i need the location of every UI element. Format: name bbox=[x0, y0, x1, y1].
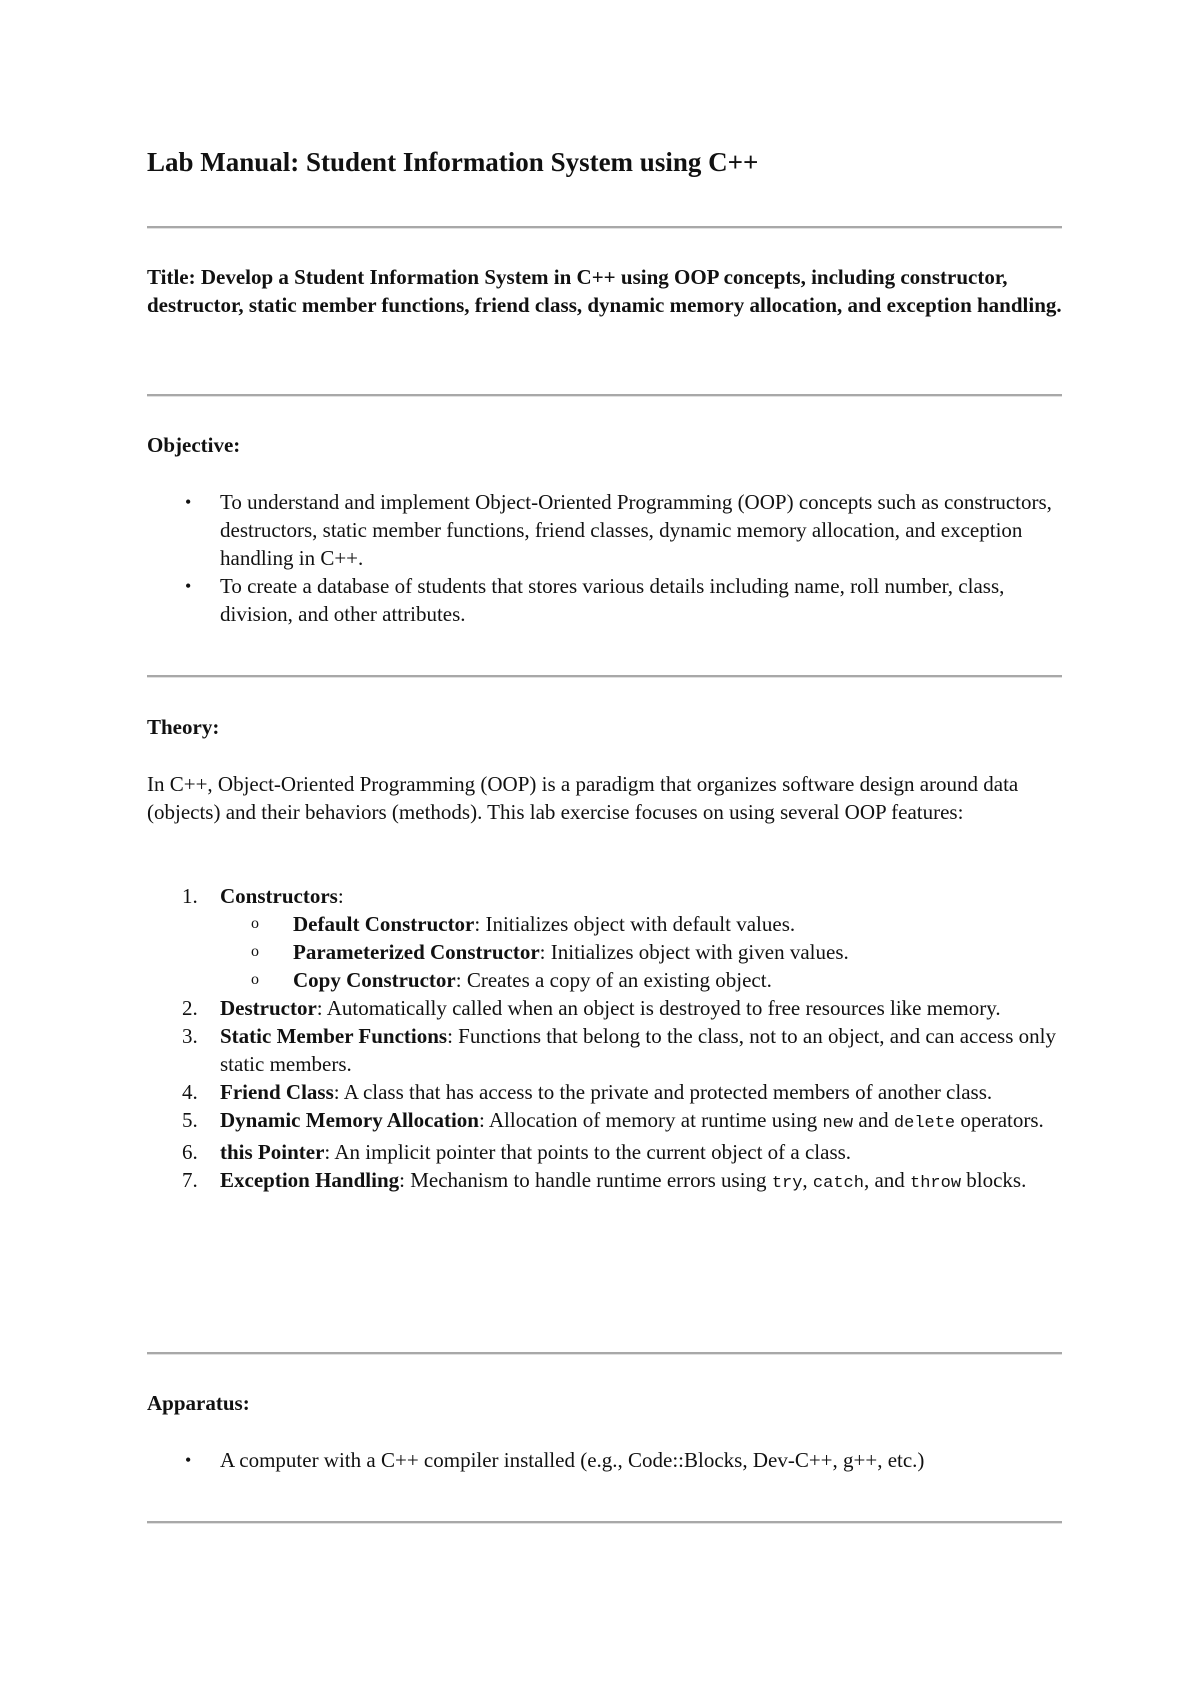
code-keyword: new bbox=[822, 1114, 854, 1133]
horizontal-rule bbox=[147, 1521, 1062, 1524]
item-desc: and bbox=[853, 1108, 894, 1132]
objective-text: To create a database of students that stores various details including name, roll number, class, division, and other attributes. bbox=[220, 574, 1005, 626]
sub-list bbox=[220, 910, 1062, 994]
item-term: Default Constructor bbox=[293, 912, 475, 936]
item-number: 7. bbox=[182, 1168, 198, 1192]
sub-list-item bbox=[220, 938, 1062, 966]
item-desc: , and bbox=[863, 1168, 911, 1192]
item-desc: operators. bbox=[955, 1108, 1044, 1132]
objective-text: To understand and implement Object-Oriented Programming (OOP) concepts such as constructors, destructors, static member functions, friend classes, dynamic memory allocation, and exception handling in C++. bbox=[220, 490, 1052, 570]
item-term: Destructor bbox=[220, 996, 317, 1020]
objective-list bbox=[147, 488, 1062, 628]
item-term: Parameterized Constructor bbox=[293, 940, 540, 964]
code-keyword: throw bbox=[910, 1174, 962, 1193]
item-term: Dynamic Memory Allocation bbox=[220, 1108, 479, 1132]
code-keyword: delete bbox=[893, 1114, 956, 1133]
horizontal-rule bbox=[147, 1352, 1062, 1355]
bullet-icon: • bbox=[185, 576, 192, 596]
item-desc: : Mechanism to handle runtime errors using bbox=[399, 1168, 772, 1192]
item-desc: : Functions that belong to the class, not to an object, and can access only static members. bbox=[220, 1024, 1056, 1076]
item-term: Constructors bbox=[220, 884, 338, 908]
theory-heading: Theory: bbox=[147, 715, 220, 739]
item-desc: blocks. bbox=[961, 1168, 1027, 1192]
list-item bbox=[147, 1022, 1062, 1078]
list-item bbox=[147, 488, 1062, 572]
list-item bbox=[147, 1106, 1062, 1138]
item-desc: , bbox=[802, 1168, 813, 1192]
item-number: 2. bbox=[182, 996, 198, 1020]
code-keyword: catch bbox=[812, 1174, 864, 1193]
item-number: 6. bbox=[182, 1140, 198, 1164]
item-desc: : A class that has access to the private and protected members of another class. bbox=[333, 1080, 993, 1104]
horizontal-rule bbox=[147, 226, 1062, 229]
document-subtitle: Title: Develop a Student Information System in C++ using OOP concepts, including constructor, destructor, static member functions, friend class, dynamic memory allocation, and exception handling. bbox=[147, 265, 1062, 317]
item-desc: : bbox=[337, 884, 344, 908]
item-term: this Pointer bbox=[220, 1140, 325, 1164]
list-item bbox=[147, 882, 1062, 994]
code-keyword: try bbox=[771, 1174, 803, 1193]
item-term: Copy Constructor bbox=[293, 968, 456, 992]
list-item bbox=[147, 572, 1062, 628]
item-number: 1. bbox=[182, 884, 198, 908]
item-number: 3. bbox=[182, 1024, 198, 1048]
horizontal-rule bbox=[147, 394, 1062, 397]
theory-list bbox=[147, 882, 1062, 1198]
bullet-icon: • bbox=[185, 1450, 192, 1470]
circle-bullet-icon: o bbox=[251, 943, 259, 960]
objective-heading: Objective: bbox=[147, 433, 241, 457]
item-term: Static Member Functions bbox=[220, 1024, 448, 1048]
sub-list-item bbox=[220, 910, 1062, 938]
circle-bullet-icon: o bbox=[251, 915, 259, 932]
apparatus-heading: Apparatus: bbox=[147, 1391, 250, 1415]
list-item bbox=[147, 1078, 1062, 1106]
list-item bbox=[147, 1138, 1062, 1166]
sub-list-item bbox=[220, 966, 1062, 994]
apparatus-text: A computer with a C++ compiler installed (e.g., Code::Blocks, Dev-C++, g++, etc.) bbox=[220, 1448, 925, 1472]
list-item bbox=[147, 1166, 1062, 1198]
circle-bullet-icon: o bbox=[251, 971, 259, 988]
document-title: Lab Manual: Student Information System using C++ bbox=[147, 147, 759, 177]
list-item bbox=[147, 994, 1062, 1022]
horizontal-rule bbox=[147, 675, 1062, 678]
item-desc: : Initializes object with given values. bbox=[539, 940, 849, 964]
item-desc: : An implicit pointer that points to the current object of a class. bbox=[324, 1140, 852, 1164]
apparatus-list bbox=[147, 1446, 1062, 1474]
item-number: 4. bbox=[182, 1080, 198, 1104]
item-desc: : Creates a copy of an existing object. bbox=[455, 968, 772, 992]
item-desc: : Automatically called when an object is destroyed to free resources like memory. bbox=[316, 996, 1001, 1020]
bullet-icon: • bbox=[185, 492, 192, 512]
item-desc: : Initializes object with default values. bbox=[474, 912, 796, 936]
item-number: 5. bbox=[182, 1108, 198, 1132]
list-item bbox=[147, 1446, 1062, 1474]
item-term: Friend Class bbox=[220, 1080, 334, 1104]
item-desc: : Allocation of memory at runtime using bbox=[478, 1108, 823, 1132]
theory-intro: In C++, Object-Oriented Programming (OOP) is a paradigm that organizes software design around data (objects) and their behaviors (methods). This lab exercise focuses on using several OOP features: bbox=[147, 772, 1019, 824]
item-term: Exception Handling bbox=[220, 1168, 400, 1192]
